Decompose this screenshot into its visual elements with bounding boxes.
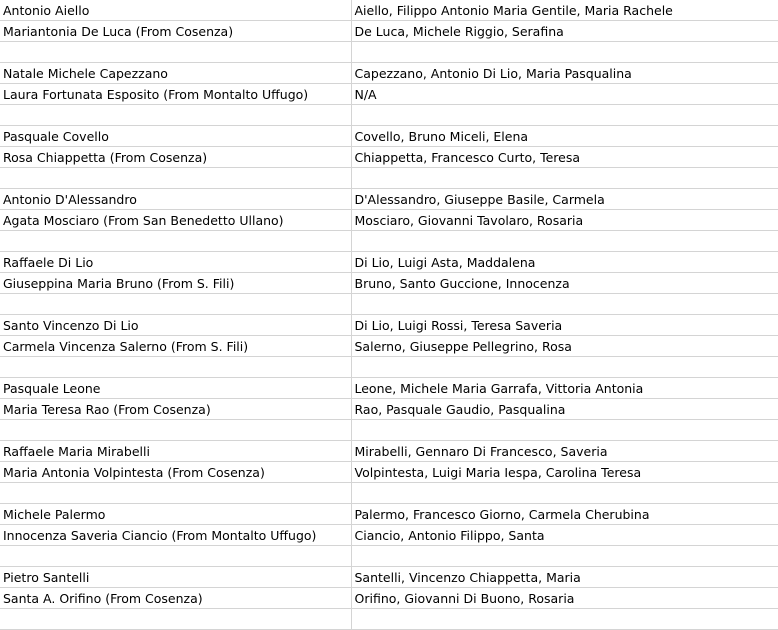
table-row (0, 609, 778, 630)
table-row (0, 525, 778, 546)
cell-parents[interactable]: Capezzano, Antonio Di Lio, Maria Pasqualina (351, 63, 778, 84)
cell-person-name[interactable]: Raffaele Di Lio (0, 252, 351, 273)
table-row (0, 168, 778, 189)
table-row (0, 105, 778, 126)
cell-parents[interactable]: Orifino, Giovanni Di Buono, Rosaria (351, 588, 778, 609)
table-row (0, 399, 778, 420)
cell-person-name[interactable]: Mariantonia De Luca (From Cosenza) (0, 21, 351, 42)
cell-person-name[interactable]: Pasquale Leone (0, 378, 351, 399)
table-row (0, 378, 778, 399)
cell-parents[interactable] (351, 231, 778, 252)
cell-parents[interactable]: Ciancio, Antonio Filippo, Santa (351, 525, 778, 546)
table-row (0, 588, 778, 609)
cell-person-name[interactable]: Santo Vincenzo Di Lio (0, 315, 351, 336)
cell-person-name[interactable]: Rosa Chiappetta (From Cosenza) (0, 147, 351, 168)
table-row (0, 231, 778, 252)
table-row (0, 42, 778, 63)
table-row (0, 441, 778, 462)
table-row (0, 357, 778, 378)
table-row (0, 336, 778, 357)
table-row (0, 315, 778, 336)
cell-person-name[interactable] (0, 231, 351, 252)
cell-parents[interactable] (351, 420, 778, 441)
cell-parents[interactable]: Di Lio, Luigi Rossi, Teresa Saveria (351, 315, 778, 336)
cell-parents[interactable]: Di Lio, Luigi Asta, Maddalena (351, 252, 778, 273)
cell-parents[interactable] (351, 168, 778, 189)
cell-parents[interactable]: Volpintesta, Luigi Maria Iespa, Carolina Teresa (351, 462, 778, 483)
table-row (0, 273, 778, 294)
cell-parents[interactable] (351, 357, 778, 378)
cell-parents[interactable]: Chiappetta, Francesco Curto, Teresa (351, 147, 778, 168)
cell-person-name[interactable]: Maria Antonia Volpintesta (From Cosenza) (0, 462, 351, 483)
cell-person-name[interactable] (0, 546, 351, 567)
cell-parents[interactable]: D'Alessandro, Giuseppe Basile, Carmela (351, 189, 778, 210)
table-row (0, 462, 778, 483)
cell-person-name[interactable] (0, 42, 351, 63)
cell-parents[interactable] (351, 294, 778, 315)
cell-person-name[interactable] (0, 609, 351, 630)
cell-parents[interactable] (351, 483, 778, 504)
cell-parents[interactable]: Covello, Bruno Miceli, Elena (351, 126, 778, 147)
cell-parents[interactable]: Rao, Pasquale Gaudio, Pasqualina (351, 399, 778, 420)
cell-parents[interactable]: Mirabelli, Gennaro Di Francesco, Saveria (351, 441, 778, 462)
cell-parents[interactable]: Palermo, Francesco Giorno, Carmela Cherubina (351, 504, 778, 525)
table-row (0, 567, 778, 588)
cell-person-name[interactable] (0, 420, 351, 441)
cell-parents[interactable]: Mosciaro, Giovanni Tavolaro, Rosaria (351, 210, 778, 231)
cell-person-name[interactable]: Carmela Vincenza Salerno (From S. Fili) (0, 336, 351, 357)
cell-person-name[interactable]: Innocenza Saveria Ciancio (From Montalto Uffugo) (0, 525, 351, 546)
cell-person-name[interactable]: Agata Mosciaro (From San Benedetto Ullano) (0, 210, 351, 231)
cell-parents[interactable]: De Luca, Michele Riggio, Serafina (351, 21, 778, 42)
cell-parents[interactable] (351, 42, 778, 63)
table-row (0, 294, 778, 315)
cell-parents[interactable]: Santelli, Vincenzo Chiappetta, Maria (351, 567, 778, 588)
cell-parents[interactable]: Leone, Michele Maria Garrafa, Vittoria Antonia (351, 378, 778, 399)
cell-person-name[interactable] (0, 294, 351, 315)
table-row (0, 63, 778, 84)
cell-person-name[interactable]: Antonio D'Alessandro (0, 189, 351, 210)
cell-parents[interactable] (351, 609, 778, 630)
cell-person-name[interactable]: Michele Palermo (0, 504, 351, 525)
cell-parents[interactable]: Salerno, Giuseppe Pellegrino, Rosa (351, 336, 778, 357)
cell-person-name[interactable]: Natale Michele Capezzano (0, 63, 351, 84)
table-row (0, 147, 778, 168)
table-row (0, 84, 778, 105)
table-row (0, 21, 778, 42)
cell-person-name[interactable]: Giuseppina Maria Bruno (From S. Fili) (0, 273, 351, 294)
cell-person-name[interactable] (0, 168, 351, 189)
table-row (0, 0, 778, 21)
cell-person-name[interactable] (0, 483, 351, 504)
table-row (0, 483, 778, 504)
table-row (0, 252, 778, 273)
cell-person-name[interactable]: Pasquale Covello (0, 126, 351, 147)
cell-parents[interactable]: Aiello, Filippo Antonio Maria Gentile, Maria Rachele (351, 0, 778, 21)
table-row (0, 210, 778, 231)
cell-parents[interactable]: Bruno, Santo Guccione, Innocenza (351, 273, 778, 294)
cell-person-name[interactable]: Antonio Aiello (0, 0, 351, 21)
cell-person-name[interactable] (0, 105, 351, 126)
cell-person-name[interactable]: Pietro Santelli (0, 567, 351, 588)
cell-parents[interactable] (351, 546, 778, 567)
table-row (0, 504, 778, 525)
cell-parents[interactable]: N/A (351, 84, 778, 105)
cell-parents[interactable] (351, 105, 778, 126)
cell-person-name[interactable]: Santa A. Orifino (From Cosenza) (0, 588, 351, 609)
table-row (0, 420, 778, 441)
cell-person-name[interactable]: Raffaele Maria Mirabelli (0, 441, 351, 462)
cell-person-name[interactable] (0, 357, 351, 378)
table-row (0, 546, 778, 567)
table-row (0, 189, 778, 210)
table-row (0, 126, 778, 147)
cell-person-name[interactable]: Laura Fortunata Esposito (From Montalto Uffugo) (0, 84, 351, 105)
cell-person-name[interactable]: Maria Teresa Rao (From Cosenza) (0, 399, 351, 420)
